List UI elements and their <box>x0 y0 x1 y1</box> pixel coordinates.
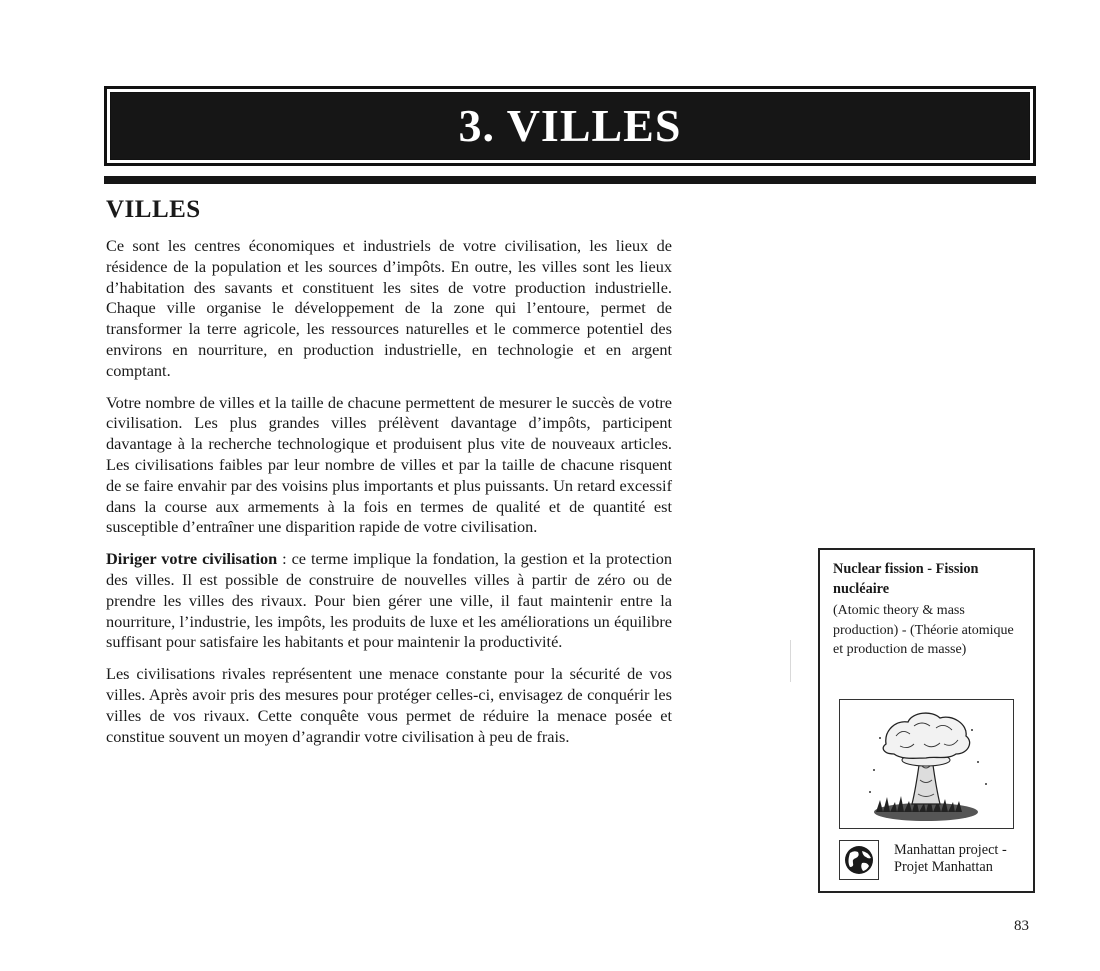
paragraph-3-lead: Diriger votre civilisation <box>106 549 278 569</box>
section-heading: VILLES <box>106 196 201 223</box>
wonder-row <box>839 840 1024 884</box>
wonder-label: Manhattan project - Projet Manhattan <box>894 842 1007 875</box>
paragraph-3-text: : ce terme implique la fondation, la gestion et la protection des villes. Il est possible de construire de nouvelles villes à partir de zéro ou de prendre les villes des rivaux. Pour bien gérer une ville, il faut maintenir entre la nourriture, l’industrie, les impôts, les produits de luxe et les améliorations un équilibre suffisant pour satisfaire les habitants et pour maintenir la productivité. <box>106 549 672 652</box>
globe-icon <box>839 840 879 880</box>
heading-rule <box>104 176 1036 184</box>
paragraph-3 <box>106 549 672 653</box>
chapter-title: 3. VILLES <box>458 100 682 151</box>
page-number: 83 <box>1014 918 1029 934</box>
sidebar-title: Nuclear fission - Fission nucléaire <box>833 561 979 597</box>
paragraph-1: Ce sont les centres économiques et industriels de votre civilisation, les lieux de résidence de la population et les sources d’impôts. En outre, les villes sont les lieux d’habitation des savants et constituent les sites de votre production industrielle. Chaque ville organise le développement de la zone qui l’entoure, permet de transformer la terre agricole, les ressources naturelles et le commerce potentiel des environs en nourriture, en production industrielle, en technologie et en argent comptant. <box>106 236 672 380</box>
paragraph-2: Votre nombre de villes et la taille de chacune permettent de mesurer le succès de votre civilisation. Les plus grandes villes prélèvent davantage d’impôts, participent davantage à la recherche technologique et produisent plus vite de nouveaux articles. Les civilisations faibles par leur nombre de villes et par la taille de chacune risquent de se faire envahir par des voisins plus importants et plus puissants. Un retard excessif dans la course aux armements à la fois en termes de qualité et de quantité est susceptible d’entraîner une disparition rapide de votre civilisation. <box>106 392 672 537</box>
chapter-banner <box>104 86 1036 166</box>
paragraph-4: Les civilisations rivales représentent une menace constante pour la sécurité de vos villes. Après avoir pris des mesures pour protéger celles-ci, envisagez de conquérir les villes de vos rivaux. Cette conquête vous permet de réduire la menace posée et constitue souvent un moyen d’agrandir votre civilisation à peu de frais. <box>106 664 672 746</box>
body-text <box>106 236 672 758</box>
chapter-banner-inner <box>110 92 1030 160</box>
mushroom-cloud-icon <box>839 699 1014 829</box>
sidebar-description: (Atomic theory & mass production) - (Théorie atomique et production de masse) <box>833 603 1014 657</box>
scan-mark <box>790 640 791 682</box>
technology-sidebar <box>818 548 1035 893</box>
